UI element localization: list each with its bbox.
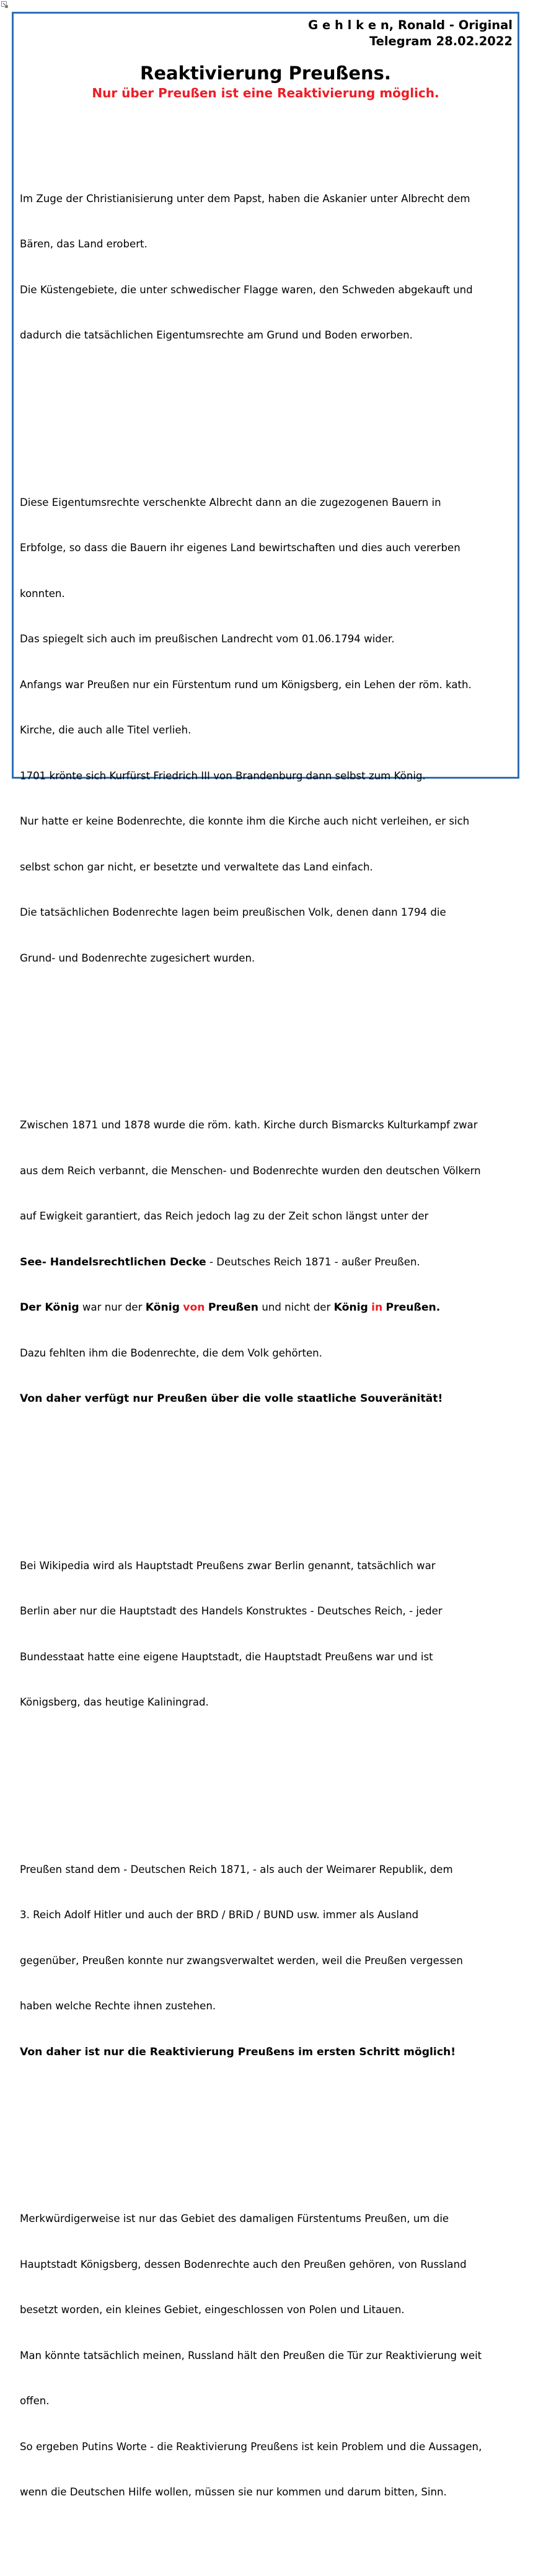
koenig-line — [20, 1300, 511, 1316]
decke-line — [20, 1255, 511, 1270]
text-line: offen. — [20, 2395, 50, 2407]
conclusion-line: Von daher verfügt nur Preußen über die volle staatliche Souveränität! — [20, 1392, 443, 1405]
koenig-bold: Preußen — [385, 1301, 436, 1314]
text-line: Man könnte tatsächlich meinen, Russland hält den Preußen die Tür zur Reaktivierung weit — [20, 2349, 482, 2361]
text-line: Berlin aber nur die Hauptstadt des Handels Konstruktes - Deutsches Reich, - jeder — [20, 1605, 443, 1617]
koenig-period: . — [436, 1301, 441, 1314]
text-line: Bei Wikipedia wird als Hauptstadt Preußens zwar Berlin genannt, tatsächlich war — [20, 1559, 436, 1572]
resize-handle-icon — [1, 1, 9, 9]
paragraph-2 — [20, 465, 511, 997]
text-line: Anfangs war Preußen nur ein Fürstentum rund um Königsberg, ein Lehen der röm. kath. — [20, 678, 472, 691]
text-line: Hauptstadt Königsberg, dessen Bodenrechte auch den Preußen gehören, von Russland — [20, 2258, 467, 2270]
text-line: Königsberg, das heutige Kaliningrad. — [20, 1696, 209, 1708]
decke-rest: - Deutsches Reich 1871 - außer Preußen. — [206, 1255, 420, 1268]
text-line: Die tatsächlichen Bodenrechte lagen beim preußischen Volk, denen dann 1794 die — [20, 906, 446, 918]
conclusion-line: Von daher ist nur die Reaktivierung Preußens im ersten Schritt möglich! — [20, 2045, 456, 2058]
koenig-text: war nur der — [79, 1301, 146, 1313]
text-line: besetzt worden, ein kleines Gebiet, eingeschlossen von Polen und Litauen. — [20, 2304, 405, 2316]
document-frame — [12, 12, 519, 2498]
text-line: Merkwürdigerweise ist nur das Gebiet des damaligen Fürstentums Preußen, um die — [20, 2213, 449, 2224]
document-header — [20, 17, 513, 50]
koenig-bold: König — [333, 1301, 368, 1314]
text-line: 3. Reich Adolf Hitler und auch der BRD / BRiD / BUND usw. immer als Ausland — [20, 1909, 419, 1921]
koenig-bold: Preußen — [208, 1301, 259, 1314]
text-line: auf Ewigkeit garantiert, das Reich jedoch lag zu der Zeit schon längst unter der — [20, 1210, 429, 1222]
text-line: Preußen stand dem - Deutschen Reich 1871, - als auch der Weimarer Republik, dem — [20, 1863, 453, 1875]
source-line: Telegram 28.02.2022 — [369, 34, 513, 48]
paragraph-1 — [20, 161, 511, 374]
text-line: Das spiegelt sich auch im preußischen Landrecht vom 01.06.1794 wider. — [20, 633, 395, 645]
text-line: haben welche Rechte ihnen zustehen. — [20, 2000, 216, 2012]
text-line: aus dem Reich verbannt, die Menschen- und Bodenrechte wurden den deutschen Völkern — [20, 1164, 481, 1177]
text-line: wenn die Deutschen Hilfe wollen, müssen sie nur kommen und darum bitten, Sinn. — [20, 2486, 447, 2498]
text-line: gegenüber, Preußen konnte nur zwangsverwaltet werden, weil die Preußen vergessen — [20, 1954, 463, 1967]
document-body — [20, 115, 511, 2576]
text-line: Im Zuge der Christianisierung unter dem Papst, haben die Askanier unter Albrecht dem — [20, 192, 470, 205]
text-line: Kirche, die auch alle Titel verlieh. — [20, 724, 192, 736]
text-line: Zwischen 1871 und 1878 wurde die röm. kath. Kirche durch Bismarcks Kulturkampf zwar — [20, 1119, 478, 1131]
koenig-bold: König — [145, 1301, 180, 1314]
document-title: Reaktivierung Preußens. — [140, 63, 391, 84]
decke-bold: See- Handelsrechtlichen Decke — [20, 1255, 206, 1268]
author-line: G e h l k e n, Ronald - Original — [308, 18, 513, 32]
text-line: So ergeben Putins Worte - die Reaktivierung Preußens ist kein Problem und die Aussagen, — [20, 2440, 482, 2453]
text-line: Erbfolge, so dass die Bauern ihr eigenes Land bewirtschaften und dies auch vererben — [20, 542, 460, 554]
text-line: Bären, das Land erobert. — [20, 238, 148, 250]
text-line: Grund- und Bodenrechte zugesichert wurden. — [20, 952, 255, 964]
koenig-bold: Der König — [20, 1301, 79, 1314]
paragraph-4 — [20, 1528, 511, 1741]
text-line: Dazu fehlten ihm die Bodenrechte, die dem Volk gehörten. — [20, 1347, 322, 1359]
text-line: 1701 krönte sich Kurfürst Friedrich III von Brandenburg dann selbst zum König. — [20, 769, 426, 782]
text-line: dadurch die tatsächlichen Eigentumsrechte am Grund und Boden erworben. — [20, 329, 413, 341]
paragraph-6 — [20, 2181, 511, 2531]
text-line: Diese Eigentumsrechte verschenkte Albrecht dann an die zugezogenen Bauern in — [20, 496, 441, 508]
paragraph-5 — [20, 1832, 511, 2091]
text-line: konnten. — [20, 587, 65, 600]
text-line: Bundesstaat hatte eine eigene Hauptstadt, die Hauptstadt Preußens war und ist — [20, 1650, 433, 1663]
koenig-text: und nicht der — [258, 1301, 334, 1313]
text-line: Die Küstengebiete, die unter schwedischer Flagge waren, den Schweden abgekauft und — [20, 283, 473, 296]
paragraph-3 — [20, 1087, 511, 1437]
koenig-in-red: in — [371, 1301, 383, 1314]
koenig-von-red: von — [183, 1301, 205, 1314]
document-subtitle: Nur über Preußen ist eine Reaktivierung möglich. — [92, 86, 439, 100]
text-line: selbst schon gar nicht, er besetzte und verwaltete das Land einfach. — [20, 861, 373, 873]
text-line: Nur hatte er keine Bodenrechte, die konnte ihm die Kirche auch nicht verleihen, er sich — [20, 815, 470, 827]
